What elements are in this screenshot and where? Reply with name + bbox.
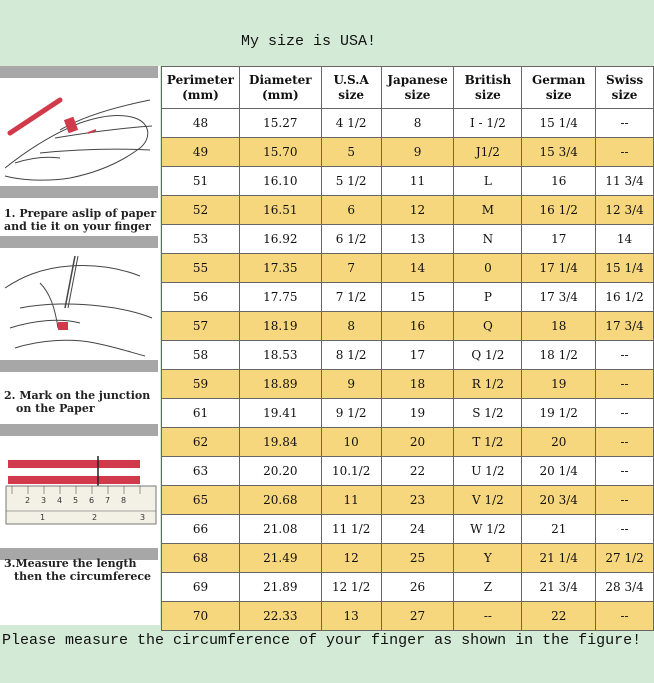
ruler-bottom-number: 3 [140,513,146,522]
step-2-text [4,389,150,415]
cell-japanese: 16 [381,312,454,341]
cell-japanese: 13 [381,225,454,254]
cell-swiss: -- [596,109,654,138]
cell-japanese: 18 [381,370,454,399]
table-row [162,457,654,486]
cell-perimeter: 66 [162,515,240,544]
bottom-note: Please measure the circumference of your finger as shown in the figure! [2,632,642,649]
cell-swiss: -- [596,399,654,428]
cell-swiss: 11 3/4 [596,167,654,196]
column-header-british: British size [454,67,522,109]
cell-british: M [454,196,522,225]
cell-british: T 1/2 [454,428,522,457]
cell-german: 22 [522,602,596,631]
instruction-panel [0,66,160,625]
cell-swiss: 14 [596,225,654,254]
cell-german: 17 [522,225,596,254]
table-row [162,544,654,573]
divider-bar [0,236,158,248]
ruler-measure-illustration [0,436,158,548]
cell-british: N [454,225,522,254]
cell-diameter: 18.89 [239,370,321,399]
column-header-german: German size [522,67,596,109]
cell-japanese: 19 [381,399,454,428]
cell-perimeter: 61 [162,399,240,428]
cell-japanese: 22 [381,457,454,486]
cell-british: W 1/2 [454,515,522,544]
cell-german: 19 1/2 [522,399,596,428]
divider-bar [0,424,158,436]
cell-usa: 10.1/2 [321,457,381,486]
cell-german: 18 [522,312,596,341]
top-note: My size is USA! [241,33,377,50]
table-row [162,109,654,138]
table-row [162,167,654,196]
cell-diameter: 21.89 [239,573,321,602]
cell-british: P [454,283,522,312]
cell-usa: 9 [321,370,381,399]
cell-japanese: 25 [381,544,454,573]
cell-usa: 5 [321,138,381,167]
cell-diameter: 21.49 [239,544,321,573]
ruler-number: 5 [73,496,79,505]
cell-swiss: 28 3/4 [596,573,654,602]
ruler-number: 7 [105,496,111,505]
cell-perimeter: 51 [162,167,240,196]
column-header-diameter: Diameter (mm) [239,67,321,109]
cell-japanese: 12 [381,196,454,225]
cell-perimeter: 57 [162,312,240,341]
divider-bar [0,360,158,372]
column-header-swiss: Swiss size [596,67,654,109]
table-row [162,573,654,602]
cell-swiss: -- [596,457,654,486]
cell-japanese: 27 [381,602,454,631]
ruler [6,486,156,524]
cell-german: 21 3/4 [522,573,596,602]
cell-german: 20 [522,428,596,457]
cell-british: 0 [454,254,522,283]
cell-swiss: -- [596,138,654,167]
cell-swiss: -- [596,602,654,631]
cell-usa: 9 1/2 [321,399,381,428]
column-header-usa: U.S.A size [321,67,381,109]
cell-german: 18 1/2 [522,341,596,370]
table-row [162,602,654,631]
cell-british: L [454,167,522,196]
table-row [162,486,654,515]
cell-usa: 7 [321,254,381,283]
table-row [162,428,654,457]
table-row [162,225,654,254]
cell-swiss: -- [596,486,654,515]
cell-perimeter: 53 [162,225,240,254]
cell-british: V 1/2 [454,486,522,515]
cell-perimeter: 69 [162,573,240,602]
ruler-bottom-number: 1 [40,513,46,522]
cell-german: 17 1/4 [522,254,596,283]
cell-japanese: 11 [381,167,454,196]
step-2-line1: 2. Mark on the junction [4,389,151,402]
cell-diameter: 19.84 [239,428,321,457]
cell-german: 15 3/4 [522,138,596,167]
cell-british: -- [454,602,522,631]
cell-swiss: -- [596,341,654,370]
divider-bar [0,66,158,78]
cell-diameter: 16.51 [239,196,321,225]
cell-diameter: 15.70 [239,138,321,167]
cell-usa: 8 1/2 [321,341,381,370]
cell-swiss: 27 1/2 [596,544,654,573]
cell-british: R 1/2 [454,370,522,399]
table-row [162,399,654,428]
cell-german: 20 1/4 [522,457,596,486]
cell-usa: 7 1/2 [321,283,381,312]
cell-usa: 12 1/2 [321,573,381,602]
cell-usa: 11 1/2 [321,515,381,544]
cell-diameter: 21.08 [239,515,321,544]
divider-bar [0,186,158,198]
paper-strip-on-ruler [8,476,140,484]
table-row [162,138,654,167]
cell-diameter: 20.68 [239,486,321,515]
cell-swiss: 17 3/4 [596,312,654,341]
cell-japanese: 17 [381,341,454,370]
column-header-japanese: Japanese size [381,67,454,109]
cell-diameter: 16.92 [239,225,321,254]
cell-british: J1/2 [454,138,522,167]
cell-usa: 4 1/2 [321,109,381,138]
ruler-bottom-number: 2 [92,513,98,522]
cell-diameter: 19.41 [239,399,321,428]
cell-usa: 13 [321,602,381,631]
hand-mark-illustration [0,248,158,360]
cell-diameter: 15.27 [239,109,321,138]
cell-diameter: 17.35 [239,254,321,283]
step-1-line1: 1. Prepare aslip of paper [4,207,157,220]
cell-diameter: 17.75 [239,283,321,312]
cell-japanese: 9 [381,138,454,167]
step-3-line1: 3.Measure the length [4,557,137,570]
cell-german: 16 [522,167,596,196]
cell-british: Q [454,312,522,341]
cell-japanese: 23 [381,486,454,515]
table-row [162,254,654,283]
cell-german: 21 1/4 [522,544,596,573]
step-2-line2: on the Paper [16,402,95,415]
cell-perimeter: 62 [162,428,240,457]
cell-japanese: 15 [381,283,454,312]
cell-usa: 11 [321,486,381,515]
table-row [162,312,654,341]
cell-perimeter: 63 [162,457,240,486]
cell-perimeter: 48 [162,109,240,138]
cell-german: 21 [522,515,596,544]
ruler-number: 8 [121,496,127,505]
cell-perimeter: 52 [162,196,240,225]
ring-size-table [161,66,654,631]
table-header-row [162,67,654,109]
step-1-line2: and tie it on your finger [4,220,151,233]
cell-british: Y [454,544,522,573]
cell-perimeter: 49 [162,138,240,167]
cell-british: Q 1/2 [454,341,522,370]
ruler-number: 6 [89,496,95,505]
cell-german: 17 3/4 [522,283,596,312]
cell-perimeter: 70 [162,602,240,631]
cell-perimeter: 68 [162,544,240,573]
cell-usa: 6 1/2 [321,225,381,254]
column-header-perimeter: Perimeter (mm) [162,67,240,109]
cell-swiss: -- [596,370,654,399]
table-row [162,196,654,225]
cell-japanese: 20 [381,428,454,457]
cell-perimeter: 55 [162,254,240,283]
cell-swiss: -- [596,515,654,544]
cell-usa: 10 [321,428,381,457]
step-1-text [4,207,156,233]
cell-diameter: 18.19 [239,312,321,341]
cell-german: 15 1/4 [522,109,596,138]
cell-diameter: 16.10 [239,167,321,196]
cell-british: U 1/2 [454,457,522,486]
cell-british: S 1/2 [454,399,522,428]
cell-japanese: 24 [381,515,454,544]
table-row [162,370,654,399]
step-3-text [4,557,151,583]
cell-japanese: 14 [381,254,454,283]
cell-german: 19 [522,370,596,399]
cell-japanese: 8 [381,109,454,138]
table-row [162,515,654,544]
cell-usa: 5 1/2 [321,167,381,196]
cell-british: Z [454,573,522,602]
ruler-number: 4 [57,496,63,505]
cell-usa: 6 [321,196,381,225]
ruler-number: 2 [25,496,31,505]
cell-swiss: 12 3/4 [596,196,654,225]
cell-diameter: 22.33 [239,602,321,631]
cell-german: 20 3/4 [522,486,596,515]
cell-swiss: 15 1/4 [596,254,654,283]
table-row [162,341,654,370]
paper-strip [8,460,140,468]
ruler-number: 3 [41,496,47,505]
cell-perimeter: 58 [162,341,240,370]
cell-swiss: 16 1/2 [596,283,654,312]
cell-diameter: 20.20 [239,457,321,486]
cell-diameter: 18.53 [239,341,321,370]
hand-paper-slip-illustration [0,78,158,186]
cell-german: 16 1/2 [522,196,596,225]
cell-british: I - 1/2 [454,109,522,138]
cell-perimeter: 56 [162,283,240,312]
cell-usa: 8 [321,312,381,341]
cell-perimeter: 59 [162,370,240,399]
cell-swiss: -- [596,428,654,457]
cell-japanese: 26 [381,573,454,602]
step-3-line2: then the circumferece [14,570,152,583]
table-row [162,283,654,312]
cell-usa: 12 [321,544,381,573]
cell-perimeter: 65 [162,486,240,515]
